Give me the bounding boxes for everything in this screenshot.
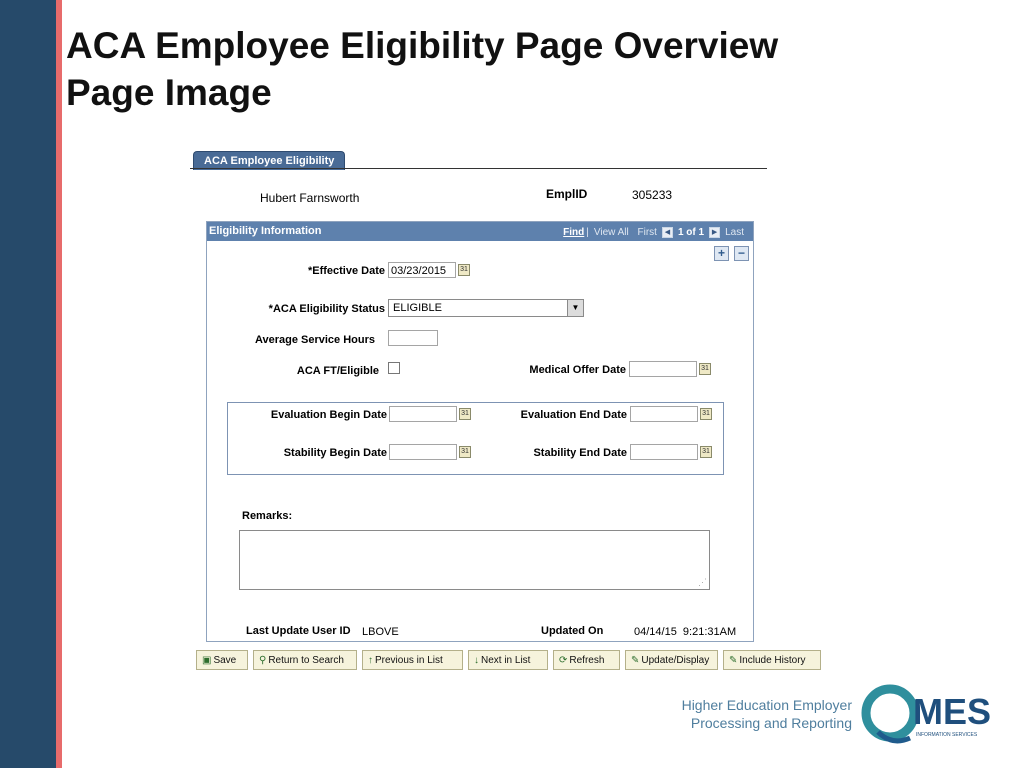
remarks-label: Remarks: <box>242 510 293 522</box>
stability-begin-date-field[interactable] <box>389 444 457 460</box>
employee-name: Hubert Farnsworth <box>260 191 360 205</box>
aca-eligibility-status-select[interactable] <box>388 299 584 317</box>
calendar-icon[interactable]: 31 <box>699 363 711 375</box>
logo-subtext: INFORMATION SERVICES <box>916 732 978 738</box>
previous-in-list-label: Previous in List <box>375 655 443 666</box>
updated-on-label: Updated On <box>541 625 604 637</box>
left-sidebar-bar <box>0 0 56 768</box>
include-history-icon: ✎ <box>729 655 738 666</box>
return-to-search-button[interactable] <box>253 650 357 670</box>
medical-offer-date-field[interactable] <box>629 361 697 377</box>
dropdown-arrow-icon[interactable]: ▼ <box>567 300 583 316</box>
left-accent-stripe <box>56 0 62 768</box>
footer-line2: Processing and Reporting <box>690 715 852 731</box>
aca-ft-eligible-checkbox[interactable] <box>388 362 400 374</box>
emplid-label: EmplID <box>546 187 588 201</box>
next-in-list-label: Next in List <box>481 655 531 666</box>
update-display-button[interactable] <box>625 650 718 670</box>
save-icon: ▣ <box>202 655 212 666</box>
prev-row-arrow-icon[interactable]: ◀ <box>662 227 673 238</box>
row-count: 1 of 1 <box>677 227 705 239</box>
refresh-label: Refresh <box>569 655 605 666</box>
calendar-icon[interactable]: 31 <box>700 408 712 420</box>
last-update-user-value: LBOVE <box>362 626 399 638</box>
stability-begin-date-label: Stability Begin Date <box>283 447 387 459</box>
evaluation-begin-date-label: Evaluation Begin Date <box>270 409 387 421</box>
evaluation-end-date-label: Evaluation End Date <box>520 409 627 421</box>
stability-end-date-label: Stability End Date <box>533 447 627 459</box>
footer-tagline <box>682 696 852 732</box>
delete-row-button[interactable]: − <box>734 246 749 261</box>
update-display-label: Update/Display <box>641 655 710 666</box>
effective-date-label: *Effective Date <box>307 265 385 277</box>
tab-underline <box>190 168 767 169</box>
emplid-value: 305233 <box>632 188 673 202</box>
find-link[interactable]: Find <box>563 227 585 239</box>
average-service-hours-field[interactable] <box>388 330 438 346</box>
row-navigation <box>563 227 747 238</box>
add-row-button[interactable]: + <box>714 246 729 261</box>
refresh-button[interactable] <box>553 650 620 670</box>
next-icon: ↓ <box>474 655 479 666</box>
eligibility-header-title: Eligibility Information <box>209 225 322 237</box>
footer-line1: Higher Education Employer <box>681 697 852 713</box>
save-button[interactable] <box>196 650 248 670</box>
calendar-icon[interactable]: 31 <box>459 446 471 458</box>
previous-icon: ↑ <box>368 655 373 666</box>
evaluation-end-date-field[interactable] <box>630 406 698 422</box>
save-label: Save <box>213 655 237 666</box>
eligibility-header-bar <box>207 222 753 241</box>
evaluation-begin-date-field[interactable] <box>389 406 457 422</box>
calendar-icon[interactable]: 31 <box>459 408 471 420</box>
include-history-label: Include History <box>739 655 806 666</box>
calendar-icon[interactable]: 31 <box>458 264 470 276</box>
calendar-icon[interactable]: 31 <box>700 446 712 458</box>
stability-end-date-field[interactable] <box>630 444 698 460</box>
omes-logo <box>858 680 1008 750</box>
view-all-link[interactable]: View All <box>593 227 629 239</box>
first-link[interactable]: First <box>637 227 657 239</box>
next-in-list-button[interactable] <box>468 650 548 670</box>
updated-on-value: 04/14/15 9:21:31AM <box>634 626 737 638</box>
return-to-search-label: Return to Search <box>268 655 344 666</box>
tab-aca-employee-eligibility[interactable]: ACA Employee Eligibility <box>193 151 345 170</box>
resize-grip-icon[interactable]: ⋰ <box>698 577 707 587</box>
aca-eligibility-status-label: *ACA Eligibility Status <box>268 303 385 315</box>
include-history-button[interactable] <box>723 650 821 670</box>
slide-title-line2: Page Image <box>66 72 272 113</box>
eligibility-information-box <box>206 221 754 642</box>
aca-eligibility-status-value: ELIGIBLE <box>393 302 442 314</box>
average-service-hours-label: Average Service Hours <box>254 334 375 346</box>
refresh-icon: ⟳ <box>559 655 568 666</box>
peoplesoft-page-screenshot <box>190 150 830 680</box>
logo-text: MES <box>913 691 992 732</box>
aca-ft-eligible-label: ACA FT/Eligible <box>296 365 379 377</box>
previous-in-list-button[interactable] <box>362 650 463 670</box>
last-link[interactable]: Last <box>725 227 744 239</box>
effective-date-field[interactable]: 03/23/2015 <box>388 262 456 278</box>
remarks-textarea[interactable] <box>239 530 710 590</box>
nav-separator: | <box>586 227 589 239</box>
medical-offer-date-label: Medical Offer Date <box>529 364 626 376</box>
last-update-user-label: Last Update User ID <box>246 625 351 637</box>
slide-title <box>66 22 946 116</box>
search-icon: ⚲ <box>259 655 267 666</box>
slide-title-line1: ACA Employee Eligibility Page Overview <box>66 25 779 66</box>
next-row-arrow-icon[interactable]: ▶ <box>709 227 720 238</box>
update-display-icon: ✎ <box>631 655 640 666</box>
